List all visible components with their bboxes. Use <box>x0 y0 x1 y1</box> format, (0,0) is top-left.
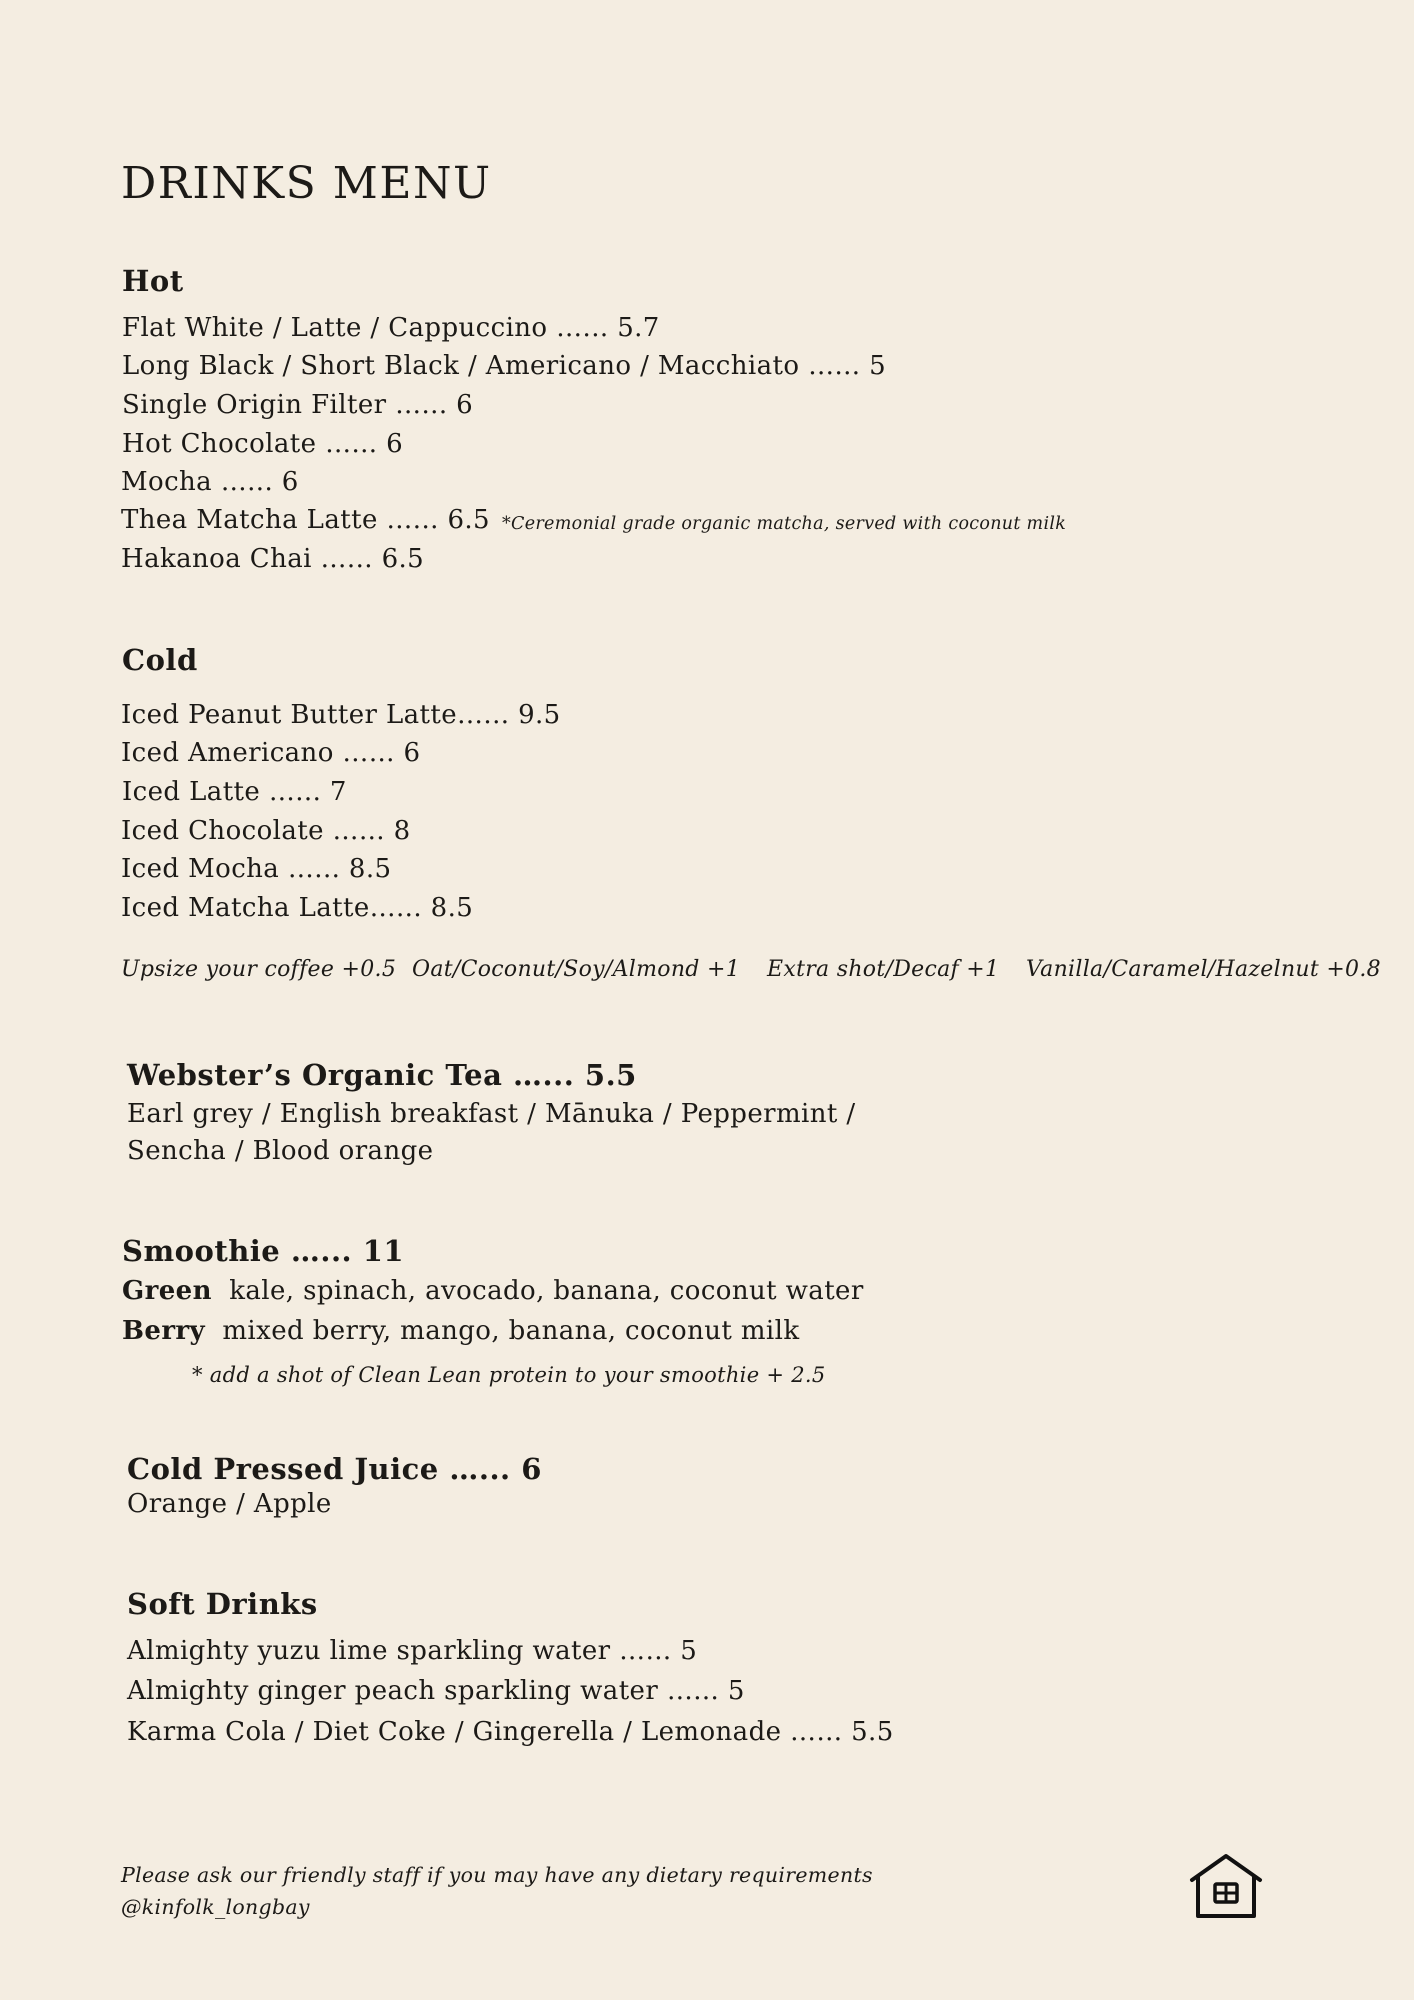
extra-option: Extra shot/Decaf +1 <box>767 957 1000 982</box>
extra-option: Vanilla/Caramel/Hazelnut +0.8 <box>1026 957 1381 982</box>
smoothie-berry-label: Berry <box>122 1316 206 1346</box>
smoothie-green-desc: kale, spinach, avocado, banana, coconut water <box>229 1276 864 1306</box>
section-heading-hot: Hot <box>122 264 184 298</box>
section-heading-cold: Cold <box>122 643 198 677</box>
smoothie-green-label: Green <box>122 1276 212 1306</box>
tea-list: Sencha / Blood orange <box>127 1136 434 1166</box>
menu-item: Mocha …... 6 <box>121 467 299 497</box>
menu-item: Iced Chocolate …... 8 <box>121 816 411 846</box>
menu-item: Flat White / Latte / Cappuccino …... 5.7 <box>122 313 660 343</box>
menu-item: Iced Americano …... 6 <box>121 738 421 768</box>
smoothie-berry-desc: mixed berry, mango, banana, coconut milk <box>222 1316 800 1346</box>
menu-item: Thea Matcha Latte …... 6.5 <box>121 505 491 535</box>
menu-item: Iced Mocha …... 8.5 <box>121 854 392 884</box>
page-title: DRINKS MENU <box>121 158 492 209</box>
section-heading-smoothie: Smoothie …... 11 <box>122 1234 405 1268</box>
menu-item: Almighty ginger peach sparkling water …... 5 <box>127 1676 745 1706</box>
menu-item: Iced Peanut Butter Latte…... 9.5 <box>121 700 561 730</box>
menu-item: Hakanoa Chai …... 6.5 <box>121 544 425 574</box>
footer-handle: @kinfolk_longbay <box>121 1895 310 1919</box>
extra-option: Oat/Coconut/Soy/Almond +1 <box>412 957 741 982</box>
menu-item: Iced Matcha Latte…... 8.5 <box>121 893 474 923</box>
menu-item: Iced Latte …... 7 <box>122 777 347 807</box>
menu-item: Single Origin Filter …... 6 <box>122 390 474 420</box>
menu-item: Hot Chocolate …... 6 <box>122 429 404 459</box>
smoothie-green <box>122 1276 864 1306</box>
matcha-note: *Ceremonial grade organic matcha, served with coconut milk <box>502 514 1067 534</box>
section-heading-tea: Webster’s Organic Tea …... 5.5 <box>127 1058 637 1092</box>
menu-item: Almighty yuzu lime sparkling water …... 5 <box>127 1636 698 1666</box>
section-heading-soft-drinks: Soft Drinks <box>127 1587 318 1621</box>
menu-item: Karma Cola / Diet Coke / Gingerella / Lemonade …... 5.5 <box>127 1717 894 1747</box>
menu-item: Long Black / Short Black / Americano / Macchiato …... 5 <box>122 351 887 381</box>
footer-note: Please ask our friendly staff if you may have any dietary requirements <box>121 1863 873 1887</box>
tea-list: Earl grey / English breakfast / Mānuka / Peppermint / <box>127 1099 856 1129</box>
extra-option: Upsize your coffee +0.5 <box>121 957 397 982</box>
juice-list: Orange / Apple <box>127 1489 332 1519</box>
house-icon <box>1188 1852 1264 1922</box>
smoothie-note: * add a shot of Clean Lean protein to your smoothie + 2.5 <box>192 1363 826 1387</box>
smoothie-berry <box>122 1316 800 1346</box>
section-heading-juice: Cold Pressed Juice …... 6 <box>127 1452 542 1486</box>
